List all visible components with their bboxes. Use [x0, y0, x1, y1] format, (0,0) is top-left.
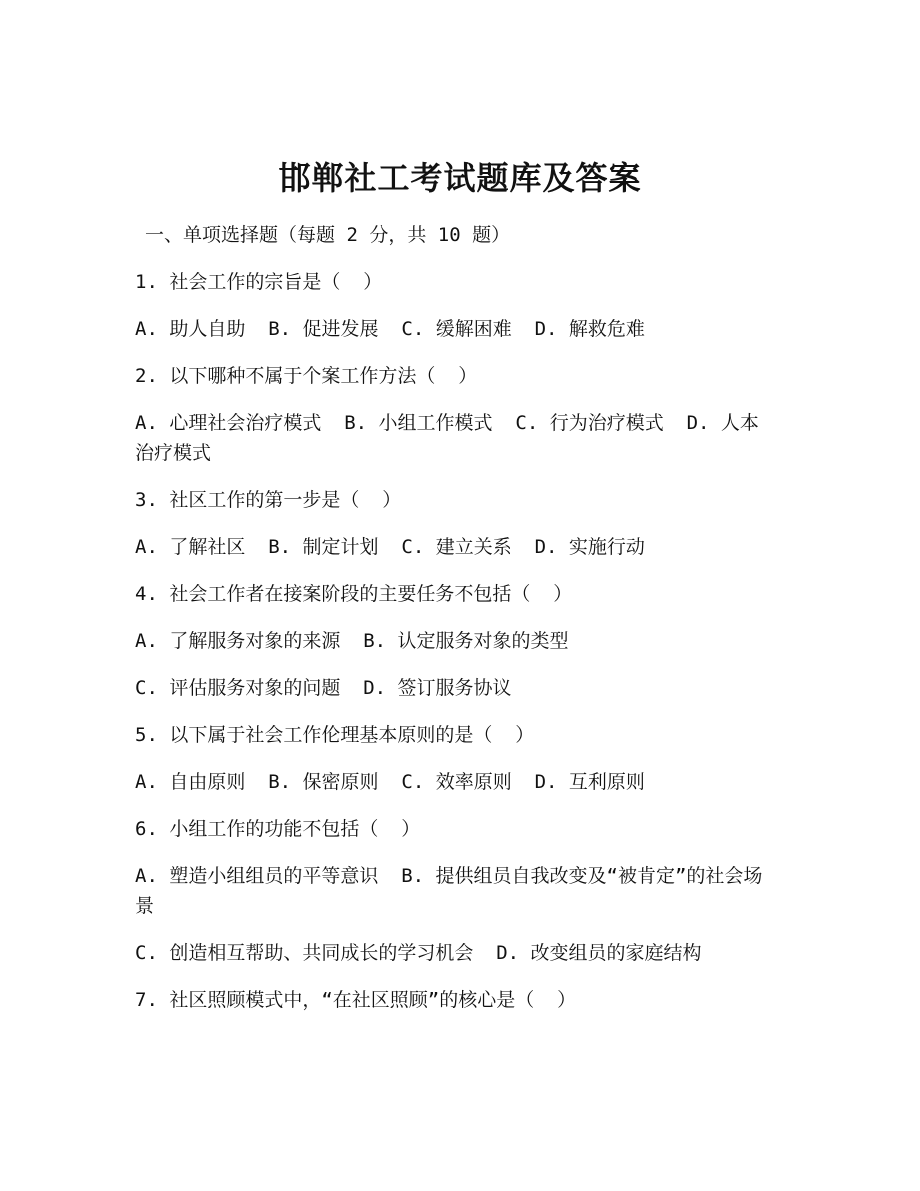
question-1-options: A. 助人自助 B. 促进发展 C. 缓解困难 D. 解救危难	[135, 318, 645, 340]
question-3: 3. 社区工作的第一步是（ ）	[135, 489, 402, 511]
document-title: 邯郸社工考试题库及答案	[278, 159, 642, 197]
question-2-options: A. 心理社会治疗模式 B. 小组工作模式 C. 行为治疗模式 D. 人本治疗模式	[135, 412, 759, 464]
question-6: 6. 小组工作的功能不包括（ ）	[135, 818, 421, 840]
question-4-options-ab: A. 了解服务对象的来源 B. 认定服务对象的类型	[135, 630, 569, 652]
question-5: 5. 以下属于社会工作伦理基本原则的是（ ）	[135, 724, 535, 746]
question-4: 4. 社会工作者在接案阶段的主要任务不包括（ ）	[135, 583, 573, 605]
question-1: 1. 社会工作的宗旨是（ ）	[135, 271, 383, 293]
document-body	[135, 220, 775, 1015]
question-6-options-cd: C. 创造相互帮助、共同成长的学习机会 D. 改变组员的家庭结构	[135, 942, 702, 964]
question-4-options-cd: C. 评估服务对象的问题 D. 签订服务协议	[135, 677, 512, 699]
question-2: 2. 以下哪种不属于个案工作方法（ ）	[135, 365, 478, 387]
question-6-options-ab: A. 塑造小组组员的平等意识 B. 提供组员自我改变及“被肯定”的社会场景	[135, 865, 763, 917]
question-3-options: A. 了解社区 B. 制定计划 C. 建立关系 D. 实施行动	[135, 536, 645, 558]
section-heading: 一、单项选择题（每题 2 分，共 10 题）	[145, 224, 511, 246]
question-7: 7. 社区照顾模式中，“在社区照顾”的核心是（ ）	[135, 989, 577, 1011]
question-5-options: A. 自由原则 B. 保密原则 C. 效率原则 D. 互利原则	[135, 771, 645, 793]
